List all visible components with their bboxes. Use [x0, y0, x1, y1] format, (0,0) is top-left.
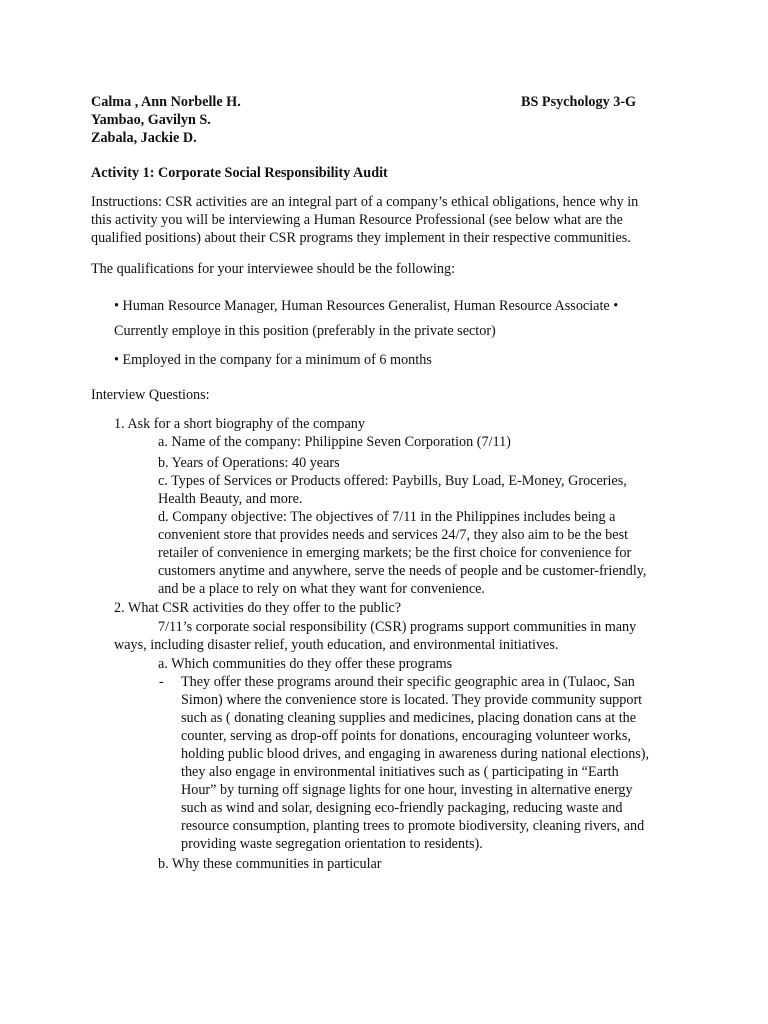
answer-line: Health Beauty, and more. — [158, 491, 303, 507]
interview-heading: Interview Questions: — [91, 387, 210, 403]
answer-line: holding public blood drives, and engaging in awareness during national elections), — [181, 746, 650, 762]
answer-line: b. Years of Operations: 40 years — [158, 455, 340, 471]
dash-bullet: - — [159, 674, 164, 690]
answer-line: providing waste segregation orientation to residents). — [181, 836, 483, 852]
qualification-item: • Employed in the company for a minimum of 6 months — [114, 352, 432, 368]
answer-line: such as wind and solar, designing eco-friendly packaging, reducing waste and — [181, 800, 623, 816]
author-name: Yambao, Gavilyn S. — [91, 112, 211, 128]
answer-line: ways, including disaster relief, youth education, and environmental initiatives. — [114, 637, 559, 653]
qualifications-intro: The qualifications for your interviewee should be the following: — [91, 261, 456, 277]
instructions-line: qualified positions) about their CSR programs they implement in their respective communities. — [91, 230, 631, 246]
answer-line: Simon) where the convenience store is located. They provide community support — [181, 692, 643, 708]
author-name: Calma , Ann Norbelle H. — [91, 94, 241, 110]
instructions-line: this activity you will be interviewing a Human Resource Professional (see below what are the — [91, 212, 623, 228]
answer-line: counter, serving as drop-off points for donations, encouraging volunteer works, — [181, 728, 631, 744]
answer-line: customers anytime and anywhere, serve the needs of people and be customer-friendly, — [158, 563, 647, 579]
answer-line: such as ( donating cleaning supplies and medicines, placing donation cans at the — [181, 710, 637, 726]
question-title: 2. What CSR activities do they offer to the public? — [114, 600, 402, 616]
answer-line: retailer of convenience in emerging markets; be the first choice for convenience for — [158, 545, 632, 561]
answer-line: resource consumption, planting trees to promote biodiversity, cleaning rivers, and — [181, 818, 645, 834]
answer-line: convenient store that provides needs and services 24/7, they also aim to be the best — [158, 527, 629, 543]
answer-line: a. Name of the company: Philippine Seven Corporation (7/11) — [158, 434, 511, 450]
answer-line: They offer these programs around their specific geographic area in (Tulaoc, San — [181, 674, 635, 690]
answer-line: c. Types of Services or Products offered: Paybills, Buy Load, E-Money, Groceries, — [158, 473, 627, 489]
course-label: BS Psychology 3-G — [521, 94, 637, 110]
sub-question: a. Which communities do they offer these programs — [158, 656, 453, 672]
activity-title: Activity 1: Corporate Social Responsibility Audit — [91, 165, 388, 181]
answer-line: 7/11’s corporate social responsibility (CSR) programs support communities in many — [158, 619, 637, 635]
instructions-line: Instructions: CSR activities are an integral part of a company’s ethical obligations, hence why in — [91, 194, 639, 210]
answer-line: they also engage in environmental initiatives such as ( participating in “Earth — [181, 764, 619, 780]
qualification-item: • Human Resource Manager, Human Resources Generalist, Human Resource Associate • — [114, 298, 619, 314]
question-title: 1. Ask for a short biography of the company — [114, 416, 365, 432]
qualification-item: Currently employe in this position (preferably in the private sector) — [114, 323, 496, 339]
answer-line: d. Company objective: The objectives of 7/11 in the Philippines includes being a — [158, 509, 616, 525]
answer-line: Hour” by turning off signage lights for one hour, investing in alternative energy — [181, 782, 633, 798]
sub-question: b. Why these communities in particular — [158, 856, 382, 872]
answer-line: and be a place to rely on what they want for convenience. — [158, 581, 485, 597]
author-name: Zabala, Jackie D. — [91, 130, 197, 146]
